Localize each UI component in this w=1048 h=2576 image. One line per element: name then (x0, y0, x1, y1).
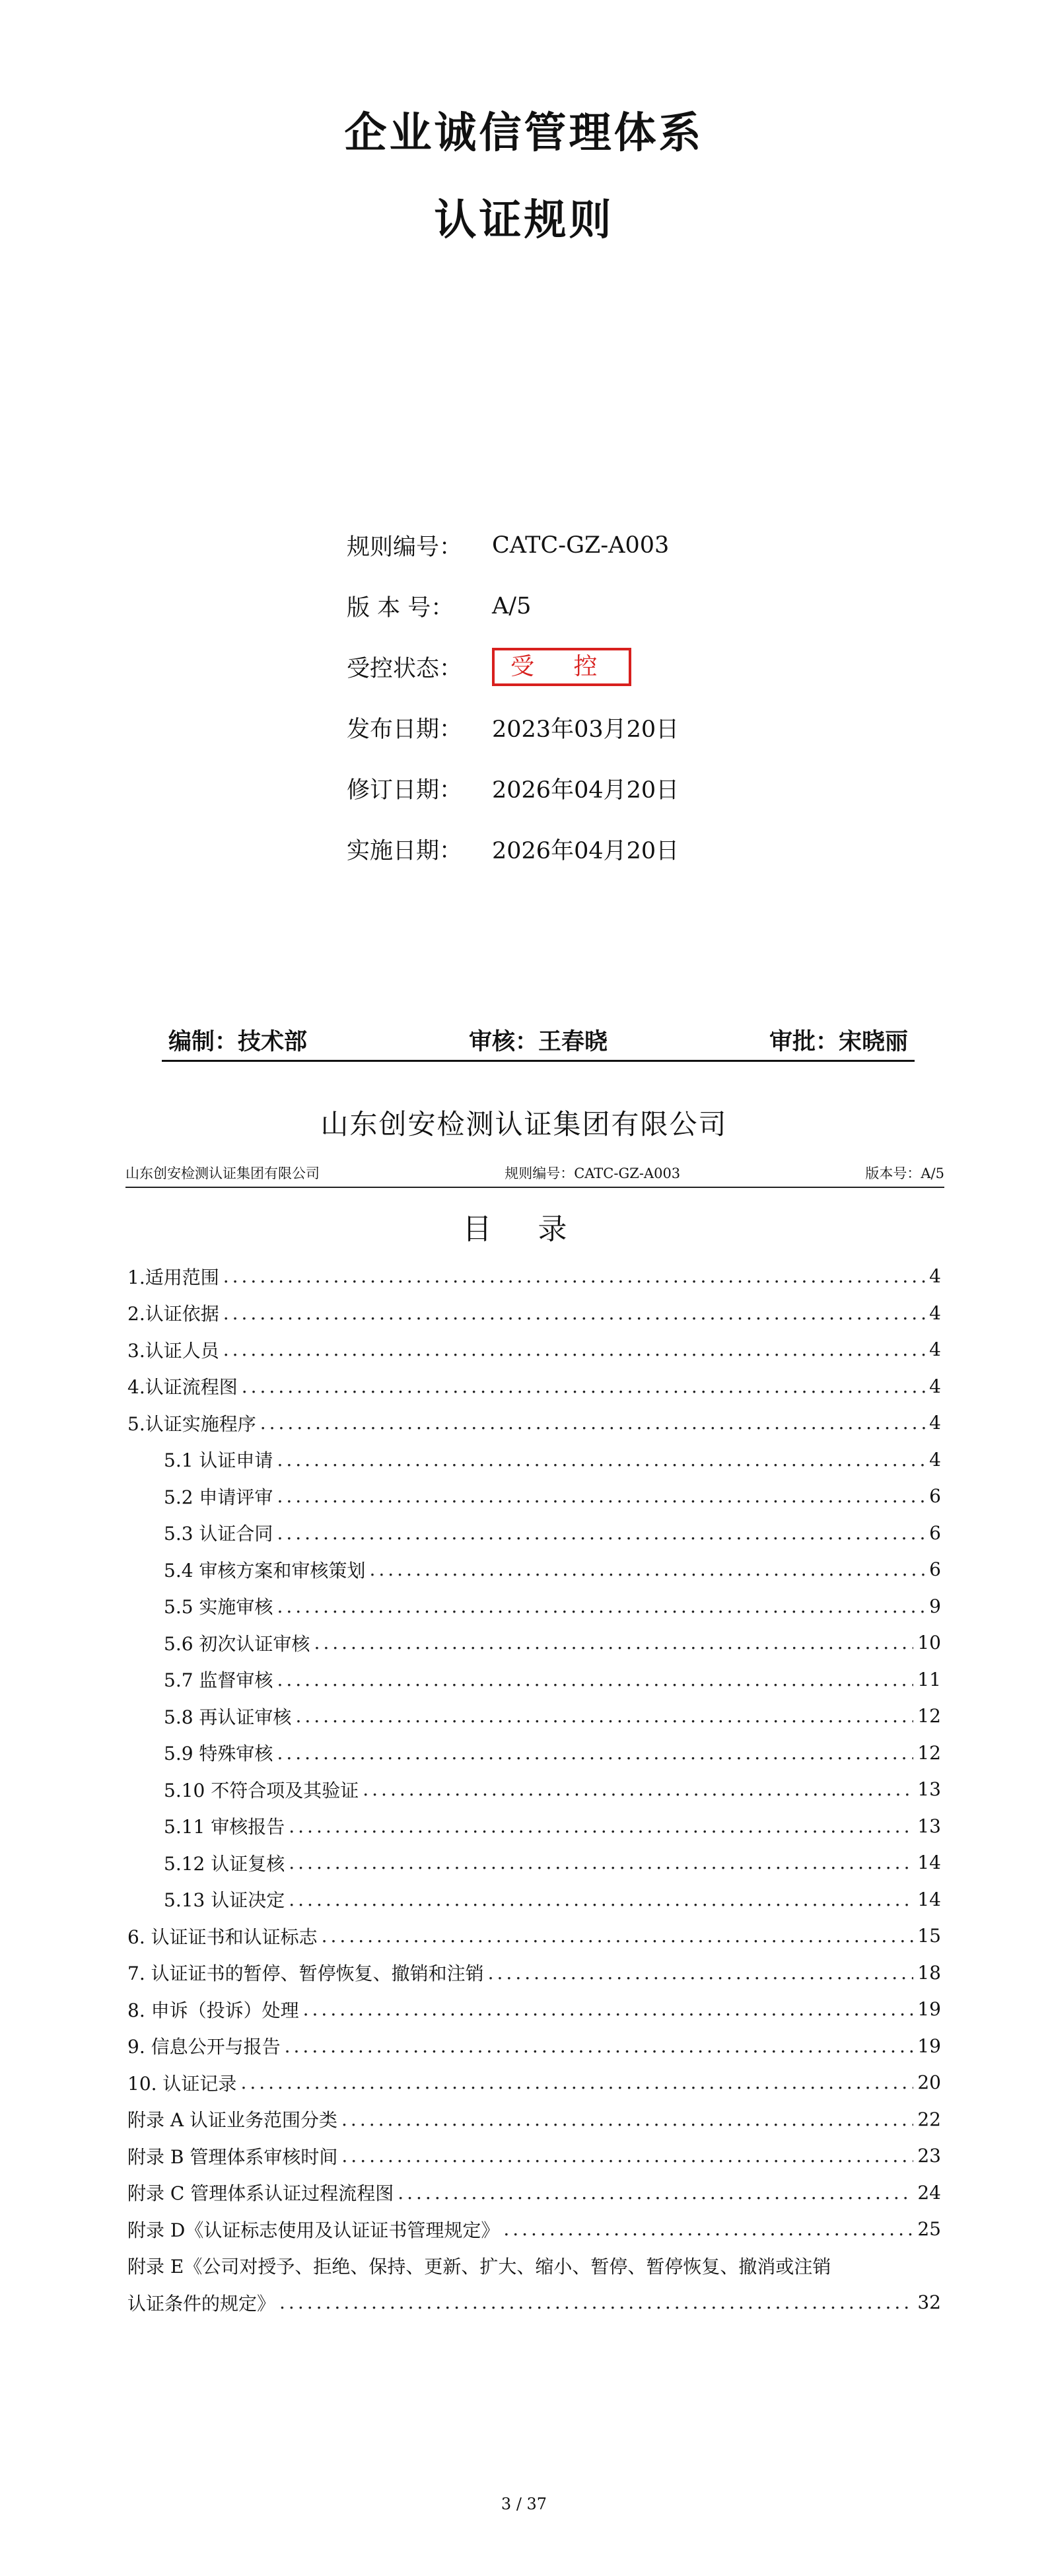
toc-leader-dots (279, 2291, 913, 2313)
toc-entry-title: 7. 认证证书的暂停、暂停恢复、撤销和注销 (127, 1963, 484, 1985)
toc-entry[interactable] (127, 1331, 941, 1368)
toc-entry[interactable] (127, 1442, 941, 1479)
toc-leader-dots (277, 1449, 925, 1471)
header-company: 山东创安检测认证集团有限公司 (125, 1166, 320, 1181)
toc-entry[interactable] (127, 1735, 941, 1772)
info-row-release-date (347, 708, 679, 748)
toc-entry-page: 13 (917, 1778, 941, 1801)
toc-leader-dots (314, 1632, 913, 1654)
toc-entry[interactable] (127, 1258, 941, 1295)
toc-entry-title: 5.3 认证合同 (164, 1523, 273, 1545)
toc-entry[interactable] (127, 1405, 941, 1442)
info-label: 规则编号： (347, 534, 463, 561)
toc-entry-page: 25 (917, 2218, 941, 2241)
toc-entry-title: 5.9 特殊审核 (164, 1743, 273, 1765)
company-name: 山东创安检测认证集团有限公司 (320, 1108, 728, 1140)
toc-entry-title: 1.适用范围 (127, 1266, 219, 1288)
toc-leader-dots (277, 1742, 913, 1764)
toc-entry-page: 11 (917, 1668, 941, 1690)
toc-leader-dots (341, 2145, 913, 2167)
toc-entry-page: 32 (917, 2291, 941, 2314)
toc-entry-page: 4 (929, 1302, 941, 1324)
toc-entry-page: 12 (917, 1705, 941, 1727)
toc-entry[interactable] (127, 1661, 941, 1698)
toc-leader-dots (277, 1669, 913, 1690)
info-value: 2026年04月20日 (492, 838, 680, 864)
toc-entry[interactable] (127, 1881, 941, 1918)
toc-entry-title: 3.认证人员 (127, 1339, 219, 1362)
toc-entry[interactable] (127, 1551, 941, 1588)
table-of-contents (127, 1258, 941, 2321)
toc-entry-page: 14 (917, 1888, 941, 1910)
info-label: 发布日期： (347, 716, 463, 743)
toc-entry[interactable] (127, 1955, 941, 1992)
toc-entry-title: 附录 C 管理体系认证过程流程图 (127, 2182, 394, 2205)
toc-entry-page: 9 (929, 1595, 941, 1617)
info-row-rule-number (347, 526, 669, 565)
toc-entry-page: 4 (929, 1448, 941, 1471)
toc-entry[interactable] (127, 1991, 941, 2028)
toc-entry[interactable] (127, 2028, 941, 2065)
toc-entry[interactable] (127, 1771, 941, 1808)
toc-entry[interactable] (127, 1588, 941, 1625)
toc-leader-dots (277, 1522, 925, 1544)
toc-entry-title: 5.认证实施程序 (127, 1412, 256, 1435)
toc-entry-title: 5.11 审核报告 (164, 1816, 285, 1838)
toc-entry-page: 6 (929, 1485, 941, 1508)
toc-entry-continuation[interactable] (127, 2284, 941, 2321)
toc-leader-dots (242, 1375, 925, 1397)
toc-entry[interactable] (127, 1918, 941, 1955)
toc-entry-page: 10 (917, 1632, 941, 1654)
toc-leader-dots (488, 1962, 914, 1984)
toc-entry-page: 22 (917, 2108, 941, 2130)
toc-leader-dots (289, 1889, 913, 1910)
toc-leader-dots (503, 2218, 913, 2240)
toc-entry-page: 15 (917, 1925, 941, 1947)
info-value: 2023年03月20日 (492, 716, 680, 743)
toc-leader-dots (223, 1265, 925, 1287)
toc-entry-title: 5.7 监督审核 (164, 1669, 273, 1692)
info-row-control-status (347, 647, 631, 687)
toc-entry-title: 5.2 申请评审 (164, 1486, 273, 1508)
toc-entry[interactable] (127, 2175, 941, 2211)
toc-entry-page: 14 (917, 1852, 941, 1874)
toc-entry-title: 附录 E《公司对授予、拒绝、保持、更新、扩大、缩小、暂停、暂停恢复、撤消或注销 (127, 2256, 831, 2278)
toc-entry-title: 8. 申诉（投诉）处理 (127, 1999, 299, 2021)
toc-leader-dots (277, 1485, 925, 1507)
toc-entry-title: 5.10 不符合项及其验证 (164, 1779, 359, 1801)
toc-leader-dots (285, 2035, 914, 2057)
toc-entry-title: 5.13 认证决定 (164, 1889, 285, 1912)
toc-entry[interactable] (127, 1624, 941, 1661)
toc-entry-page: 6 (929, 1558, 941, 1581)
toc-leader-dots (240, 2071, 913, 2093)
toc-entry-title: 9. 信息公开与报告 (127, 2036, 281, 2058)
reviewed-by: 审核：王春晓 (468, 1028, 608, 1055)
info-value: CATC-GZ-A003 (492, 532, 670, 559)
document-title: 企业诚信管理体系 (344, 108, 704, 158)
toc-entry-title: 2.认证依据 (127, 1303, 219, 1325)
toc-entry[interactable] (127, 1515, 941, 1552)
toc-leader-dots (341, 2108, 913, 2130)
toc-entry-title: 10. 认证记录 (127, 2072, 237, 2095)
toc-leader-dots (303, 1998, 914, 2020)
controlled-stamp: 受 控 (492, 648, 631, 686)
toc-entry-page: 18 (917, 1961, 941, 1984)
info-value: 2026年04月20日 (492, 777, 680, 804)
toc-entry-title: 认证条件的规定》 (127, 2292, 276, 2315)
toc-leader-dots (223, 1339, 925, 1360)
toc-entry-page: 6 (929, 1521, 941, 1544)
info-label: 实施日期： (347, 838, 463, 864)
signature-row (162, 1020, 915, 1062)
toc-entry-page: 4 (929, 1265, 941, 1288)
toc-entry-title: 5.4 审核方案和审核策划 (164, 1559, 366, 1582)
toc-leader-dots (369, 1558, 925, 1580)
toc-entry[interactable] (127, 1295, 941, 1332)
toc-entry-page: 4 (929, 1375, 941, 1397)
toc-leader-dots (295, 1705, 913, 1727)
toc-leader-dots (277, 1595, 925, 1617)
document-subtitle: 认证规则 (434, 195, 614, 245)
info-row-effective-date (347, 829, 679, 869)
toc-entry-title: 5.6 初次认证审核 (164, 1632, 310, 1655)
toc-entry-page: 4 (929, 1339, 941, 1361)
info-value: A/5 (492, 593, 532, 619)
toc-entry[interactable] (127, 1698, 941, 1735)
toc-leader-dots (289, 1815, 913, 1837)
info-row-revision-date (347, 769, 679, 808)
toc-entry[interactable] (127, 1808, 941, 1845)
page-number: 3 / 37 (501, 2495, 547, 2513)
toc-entry-page: 13 (917, 1815, 941, 1837)
compiled-by: 编制：技术部 (168, 1028, 308, 1055)
toc-entry[interactable] (127, 1844, 941, 1881)
page-header (125, 1159, 944, 1188)
toc-entry-title: 附录 A 认证业务范围分类 (127, 2109, 338, 2132)
toc-title: 目 录 (462, 1212, 586, 1246)
toc-entry-wrapped[interactable] (127, 2248, 941, 2285)
toc-leader-dots (363, 1778, 913, 1800)
toc-entry-page: 24 (917, 2181, 941, 2204)
toc-leader-dots (223, 1302, 925, 1324)
toc-leader-dots (322, 1925, 914, 1947)
info-row-version (347, 586, 531, 626)
approved-by: 审批：宋晓丽 (769, 1028, 908, 1055)
toc-entry-title: 5.1 认证申请 (164, 1449, 273, 1472)
toc-entry-title: 5.5 实施审核 (164, 1596, 273, 1619)
header-version: 版本号：A/5 (865, 1166, 944, 1181)
toc-leader-dots (398, 2182, 913, 2204)
toc-entry[interactable] (127, 2138, 941, 2175)
toc-entry-title: 附录 D《认证标志使用及认证证书管理规定》 (127, 2219, 500, 2241)
toc-entry-page: 19 (917, 2035, 941, 2057)
toc-entry-page: 23 (917, 2145, 941, 2167)
toc-leader-dots (289, 1852, 913, 1873)
toc-entry[interactable] (127, 1368, 941, 1405)
toc-entry[interactable] (127, 2101, 941, 2138)
toc-entry-page: 12 (917, 1741, 941, 1764)
toc-entry-page: 20 (917, 2071, 941, 2094)
toc-entry[interactable] (127, 2211, 941, 2248)
toc-entry-title: 6. 认证证书和认证标志 (127, 1926, 318, 1948)
toc-entry-page: 19 (917, 1998, 941, 2021)
toc-entry-page: 4 (929, 1412, 941, 1434)
info-label: 受控状态： (347, 656, 463, 682)
toc-leader-dots (260, 1412, 925, 1434)
toc-entry-title: 5.8 再认证审核 (164, 1706, 292, 1728)
toc-entry-title: 5.12 认证复核 (164, 1852, 285, 1875)
toc-entry[interactable] (127, 2064, 941, 2101)
toc-entry[interactable] (127, 1478, 941, 1515)
toc-entry-title: 附录 B 管理体系审核时间 (127, 2145, 338, 2168)
info-label: 修订日期： (347, 777, 463, 804)
header-rule-number: 规则编号：CATC-GZ-A003 (505, 1166, 681, 1181)
toc-entry-title: 4.认证流程图 (127, 1376, 238, 1399)
info-label: 版 本 号： (347, 595, 454, 621)
